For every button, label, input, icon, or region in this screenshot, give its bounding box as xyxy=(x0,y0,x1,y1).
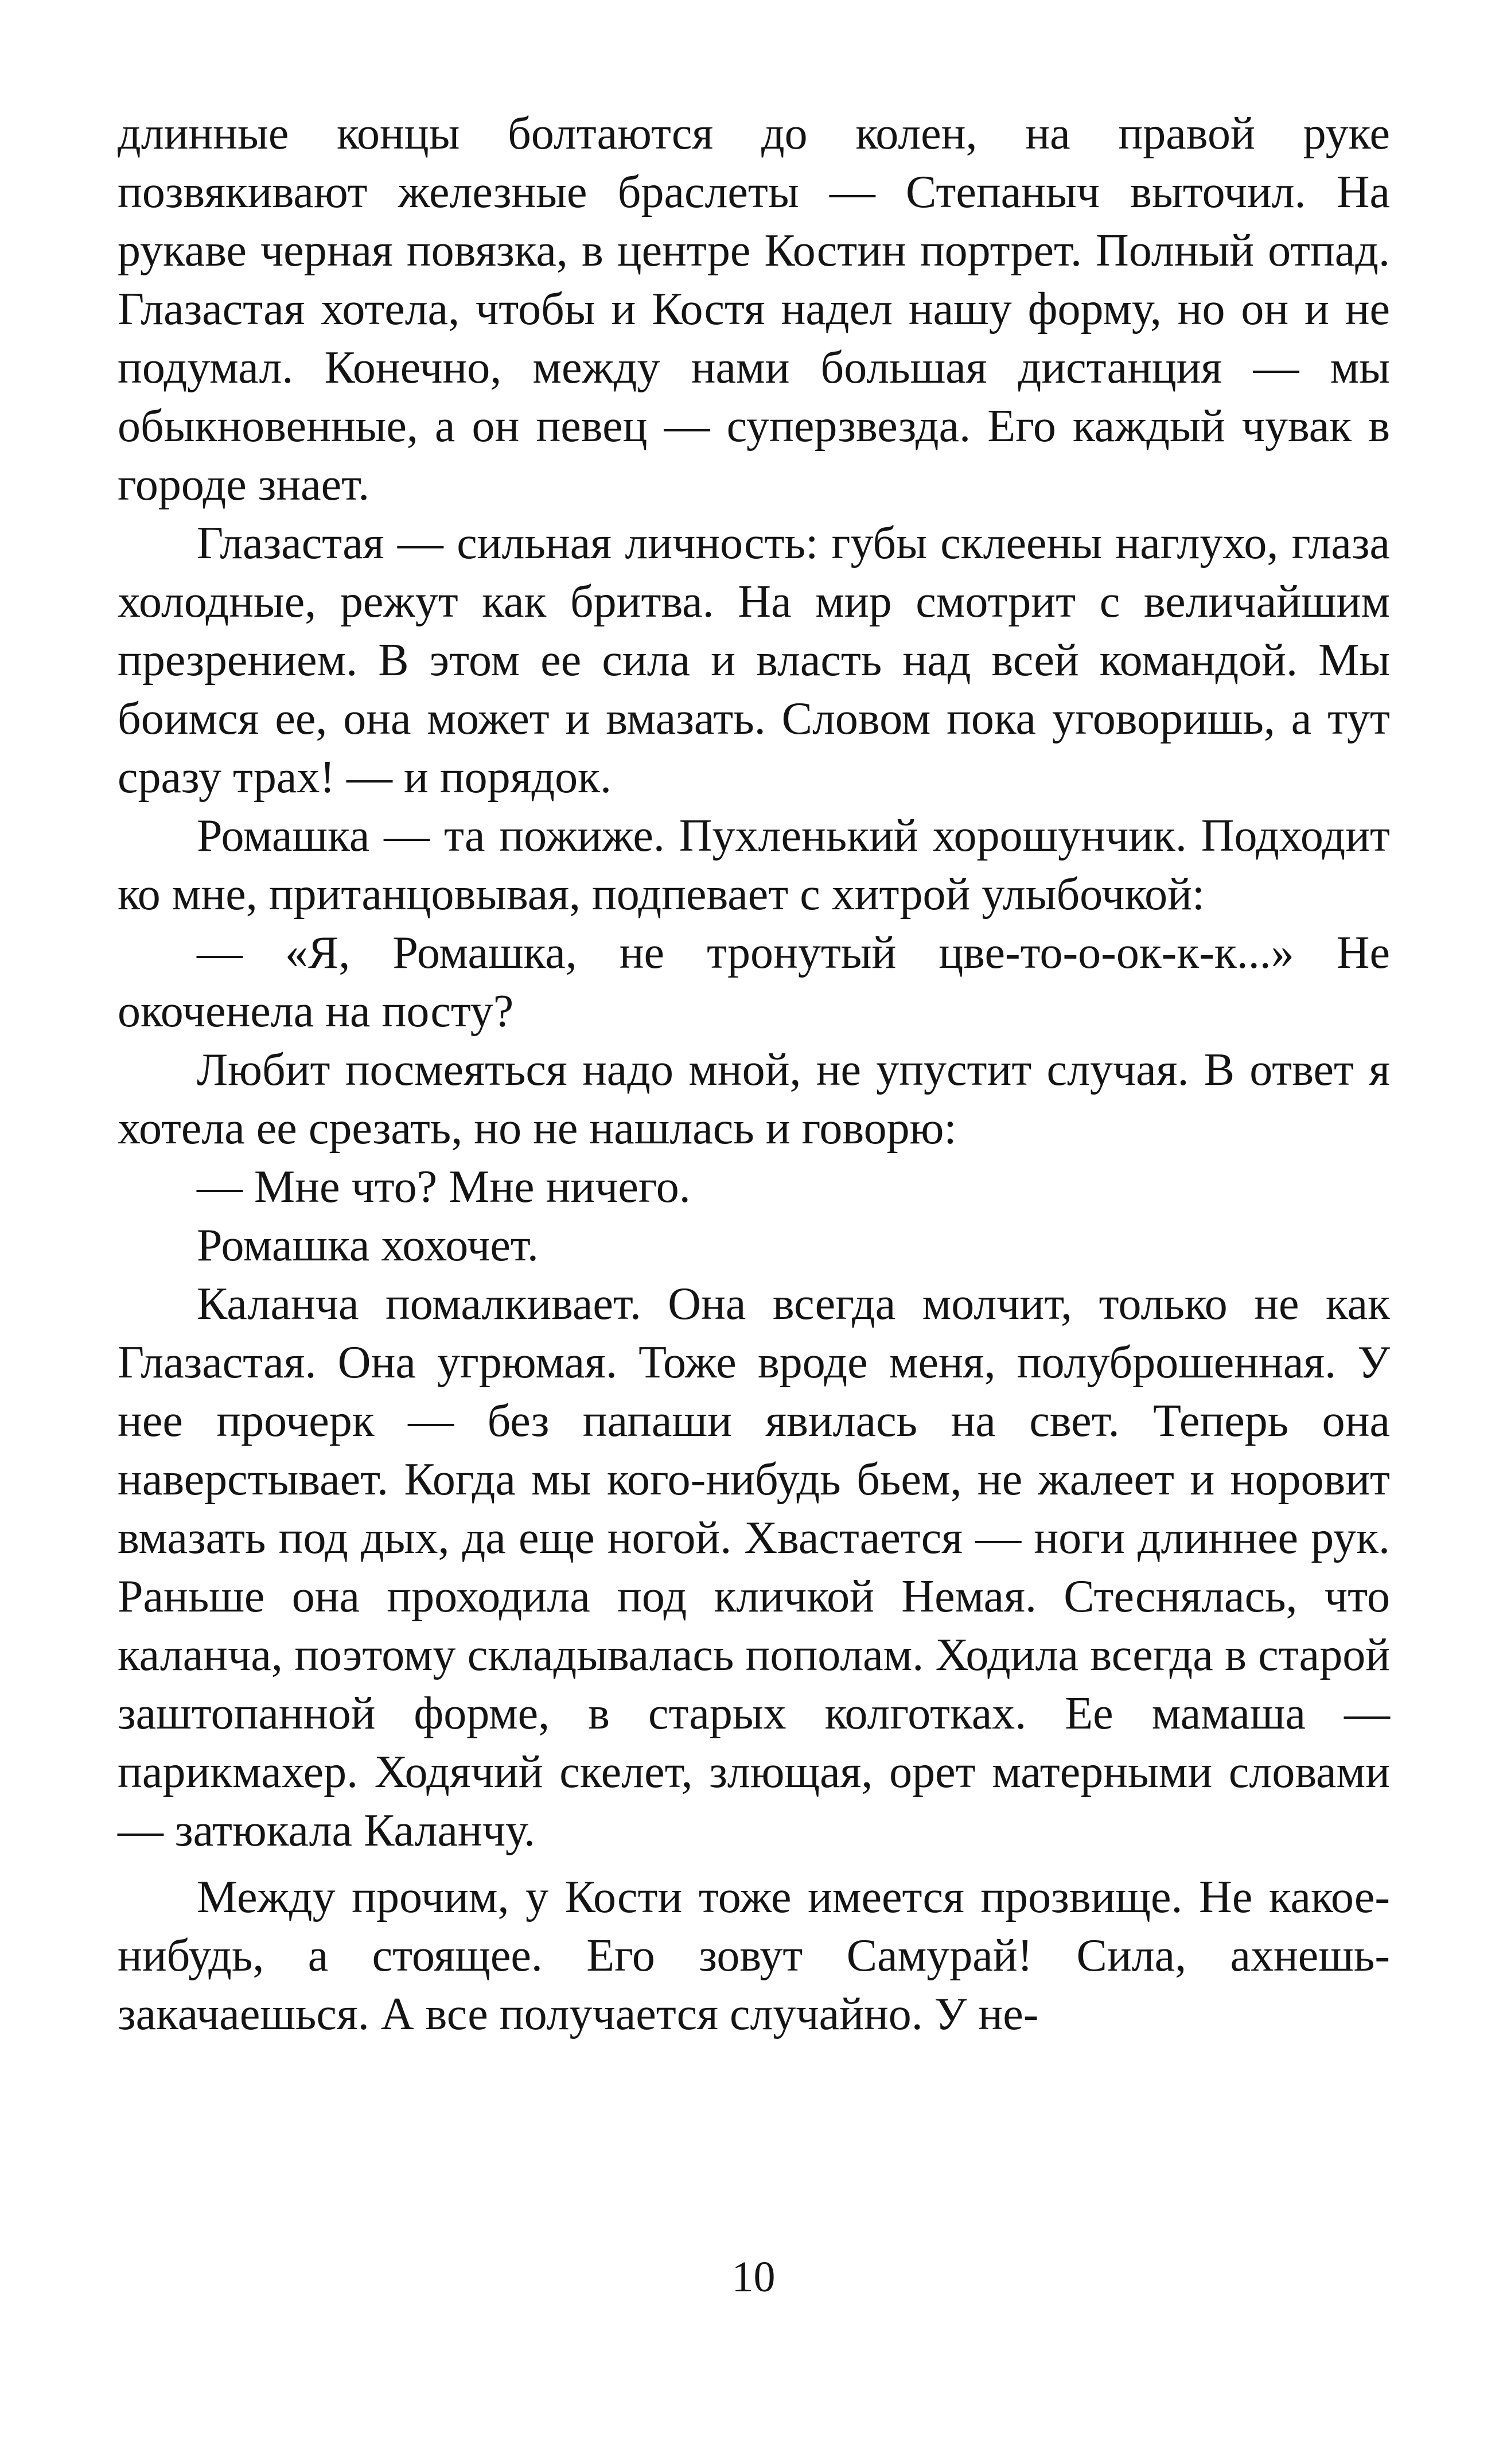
paragraph-8: Каланча помалкивает. Она всегда молчит, только не как Глазастая. Она угрюмая. Тоже вроде меня, полуброшенная. У нее прочерк — без папаши явилась на свет. Теперь она наверстывает. Когда мы кого-нибудь бьем, не жалеет и норовит вмазать под дых, да еще ногой. Хвастается — ноги длиннее рук. Раньше она проходила под кличкой Немая. Стеснялась, что каланча, поэтому складывалась пополам. Ходила всегда в старой заштопанной форме, в старых колготках. Ее мамаша — парикмахер. Ходячий скелет, злющая, орет матерными словами — затюкала Каланчу. xyxy=(118,1279,1390,1856)
paragraph-1: длинные концы болтаются до колен, на правой руке позвякивают железные браслеты — Степаныч выточил. На рукаве черная повязка, в центре Костин портрет. Полный отпад. Глазастая хотела, чтобы и Костя надел нашу форму, но он и не подумал. Конечно, между нами большая дистанция — мы обыкновенные, а он певец — суперзвезда. Его каждый чувак в городе знает. xyxy=(118,108,1390,510)
paragraph-5: Любит посмеяться надо мной, не упустит случая. В ответ я хотела ее срезать, но не нашлась и говорю: xyxy=(118,1045,1390,1154)
paragraph-4-dialogue: — «Я, Ромашка, не тронутый цве-то-о-ок-к-к...» Не окоченела на посту? xyxy=(118,928,1390,1037)
paragraph-2: Глазастая — сильная личность: губы склеены наглухо, глаза холодные, режут как бритва. На мир смотрит с величайшим презрением. В этом ее сила и власть над всей командой. Мы боимся ее, она может и вмазать. Словом пока уговоришь, а тут сразу трах! — и порядок. xyxy=(118,518,1390,803)
paragraph-7: Ромашка хохочет. xyxy=(197,1220,539,1271)
paragraph-3: Ромашка — та пожиже. Пухленький хорошунчик. Подходит ко мне, пританцовывая, подпевает с хитрой улыбочкой: xyxy=(118,811,1390,920)
paragraph-6-dialogue: — Мне что? Мне ничего. xyxy=(197,1162,691,1212)
paragraph-9: Между прочим, у Кости тоже имеется прозвище. Не какое-нибудь, а стоящее. Его зовут Самурай! Сила, ахнешь-закачаешься. А все получается случайно. У не- xyxy=(118,1872,1390,2039)
page-number: 10 xyxy=(731,2253,776,2301)
page-body xyxy=(118,104,1390,2043)
